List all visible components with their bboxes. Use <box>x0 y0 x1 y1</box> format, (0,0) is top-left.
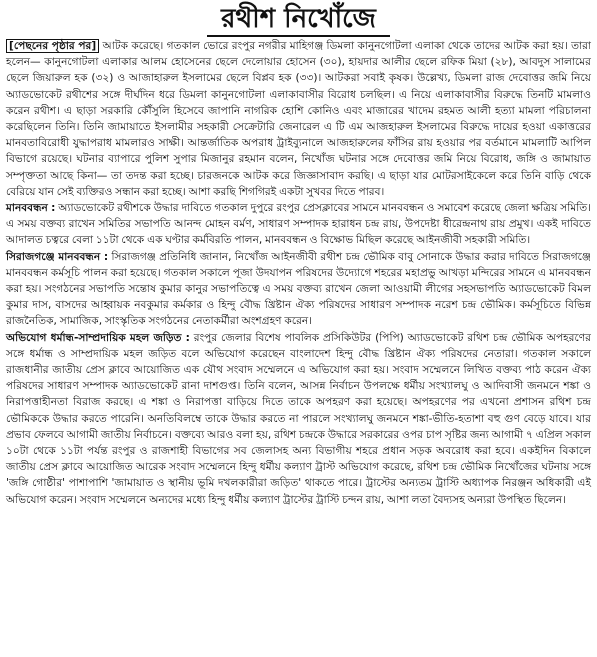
article-paragraph-sirajganj <box>6 249 591 330</box>
headline: রথীশ নিখোঁজে <box>207 4 390 37</box>
article-body <box>6 38 591 508</box>
paragraph-text: অ্যাডভোকেট রথীশকে উদ্ধার দাবিতে গতকাল দুপুরে রংপুর প্রেসক্লাবের সামনে মানববন্ধন ও সমাবেশ করেছে জেলা ক্ষত্রিয় সমিতি। এ সময় বক্তব্য রাখেন সমিতির সভাপতি আনন্দ মোহন বর্মণ, সাধারণ সম্পাদক হারাধন চন্দ্র রায়, উপদেষ্টা ধীরেন্দ্রনাথ রায় প্রমুখ। একই দাবিতে আদালত চত্বরে বেলা ১১টা থেকে এক ঘণ্টার কর্মবিরতি পালন, মানববন্ধন ও বিক্ষোভ মিছিল করেছে আইনজীবী সহকারী সমিতি। <box>6 202 591 247</box>
headline-container <box>6 0 591 38</box>
paragraph-text: আটক করেছে। গতকাল ভোরে রংপুর নগরীর মাহিগঞ্জ ডিমলা কানুনগোটলা এলাকা থেকে তাদের আটক করা হয়। তারা হলেন— কানুনগোটলা এলাকার আলম হোসেনের ছেলে দেলোয়ার হোসেন (৩০), হায়দার আলীর ছেলে রফিক মিয়া (২৮), আবদুস সালামের ছেলে জিয়ারুল হক (৩২) ও আজাহারুল ইসলামের ছেলে বিপ্লব হক (৩৩)। আটকরা সবাই কৃষক। উল্লেখ্য, ডিমলা রাজ দেবোত্তর জমি নিয়ে অ্যাডভোকেট রথীশের সঙ্গে দীর্ঘদিন ধরে ডিমলা কানুনগোটলা এলাকাবাসীর বিরোধ চলছিল। এ নিয়ে এলাকাবাসীর বিরুদ্ধে তিনটি মামলাও করেন রথীশ। এ ছাড়া সরকারি কৌঁসুলি হিসেবে জাপানি নাগরিক হোশি কোনিও এবং মাজারের খাদেম রহমত আলী হত্যা মামলা পরিচালনা করেছিলেন তিনি। তিনি জামায়াতে ইসলামীর সহকারী সেক্রেটারি জেনারেল এ টি এম আজহারুল ইসলামের বিরুদ্ধে দায়ের হওয়া একাত্তরের মানবতাবিরোধী যুদ্ধাপরাধ মামলারও সাক্ষী। আন্তর্জাতিক অপরাধ ট্রাইব্যুনালে আজহারুলের ফাঁসির রায় হওয়ার পর বর্তমানে মামলাটি আপিল বিভাগে রয়েছে। ঘটনার ব্যাপারে পুলিশ সুপার মিজানুর রহমান বলেন, নিখোঁজ ঘটনার সঙ্গে দেবোত্তর জমি নিয়ে বিরোধ, জঙ্গি ও জামায়াত সম্পৃক্ততা আছে কিনা— তা তদন্ত করা হচ্ছে। চারজনকে আটক করে জিজ্ঞাসাবাদ করছি। এ ছাড়া যার মোটরসাইকেলে করে তিনি বাড়ি থেকে বেরিয়ে যান সেই ব্যক্তিরও সন্ধান করা হচ্ছে। আশা করছি শিগগিরই একটা সুখবর দিতে পারব। <box>6 40 592 198</box>
subheading-allegation: অভিযোগ ধর্মান্ধ-সাম্প্রদায়িক মহল জড়িত : <box>6 331 190 344</box>
continued-from-marker: [পেছনের পৃষ্ঠার পর] <box>6 39 99 53</box>
article-paragraph-allegation <box>6 330 591 508</box>
article-paragraph-human-chain <box>6 200 591 249</box>
subheading-sirajganj: সিরাজগঞ্জে মানববন্ধন : <box>6 250 109 263</box>
article-paragraph-continued <box>6 38 591 200</box>
subheading-human-chain: মানববন্ধন : <box>6 202 56 215</box>
paragraph-text: সিরাজগঞ্জ প্রতিনিধি জানান, নিখোঁজ আইনজীবী রথীশ চন্দ্র ভৌমিক বাবু সোনাকে উদ্ধার করার দাবিতে সিরাজগঞ্জে মানববন্ধন কর্মসূচি পালন করা হয়েছে। গতকাল সকালে পূজা উদযাপন পরিষদের উদ্যোগে শহরের মহাপ্রভু আখড়া মন্দিরের সামনে এ মানববন্ধন করা হয়। সংগঠনের সভাপতি সন্তোষ কুমার কানুর সভাপতিত্বে এ সময় বক্তব্য রাখেন জেলা আওয়ামী লীগের সহসভাপতি অ্যাডভোকেট বিমল কুমার দাস, বাসদের আহ্বায়ক নবকুমার কর্মকার ও হিন্দু বৌদ্ধ খ্রিষ্টান ঐক্য পরিষদের সাধারণ সম্পাদক নরেশ চন্দ্র ভৌমিক। কর্মসূচিতে বিভিন্ন রাজনৈতিক, সামাজিক, সাংস্কৃতিক সংগঠনের নেতাকর্মীরা অংশগ্রহণ করেন। <box>6 250 591 328</box>
paragraph-text: রংপুর জেলার বিশেষ পাবলিক প্রসিকিউটর (পিপি) অ্যাডভোকেট রথিশ চন্দ্র ভৌমিক অপহরণের সঙ্গে ধর্মান্ধ ও সাম্প্রদায়িক মহল জড়িত বলে অভিযোগ করেছেন বাংলাদেশ হিন্দু বৌদ্ধ খ্রিষ্টান ঐক্য পরিষদের নেতারা। গতকাল সকালে রাজধানীর জাতীয় প্রেস ক্লাবে আয়োজিত এক যৌথ সংবাদ সম্মেলনে এ অভিযোগ করা হয়। সংবাদ সম্মেলনে লিখিত বক্তব্য পাঠ করেন ঐক্য পরিষদের সাধারণ সম্পাদক অ্যাডভোকেট রানা দাশগুপ্ত। তিনি বলেন, আসন্ন নির্বাচন উপলক্ষে ধর্মীয় সংখ্যালঘু ও আদিবাসী জনমনে শঙ্কা ও নিরাপত্তাহীনতা বিরাজ করছে। এ শঙ্কা ও নিরাপত্তা বাড়িয়ে দিতে তাকে অপহরণ করা হয়েছে। অপহরণের পর এখনো প্রশাসন রথিশ চন্দ্র ভৌমিককে উদ্ধার করতে পারেনি। অনতিবিলম্বে তাকে উদ্ধার করতে না পারলে সংখ্যালঘু জনমনে শঙ্কা-ভীতি-হতাশা বহু গুণ বেড়ে যাবে। যার প্রভাব ফেলবে আগামী জাতীয় নির্বাচনে। বক্তব্যে আরও বলা হয়, রথিশ চন্দ্রকে উদ্ধারে সরকারের ওপর চাপ সৃষ্টির জন্য আগামী ৭ এপ্রিল সকাল ১০টা থেকে ১১টা পর্যন্ত রংপুর ও রাজশাহী বিভাগের সব জেলাসহ অন্য বিভাগীয় শহরে প্রধান সড়ক অবরোধ করা হবে। একইদিন বিকালে জাতীয় প্রেস ক্লাবে আয়োজিত আরেক সংবাদ সম্মেলনে হিন্দু ধর্মীয় কল্যাণ ট্রাস্ট অভিযোগ করেছে, রথিশ চন্দ্র ভৌমিক নিখোঁজের ঘটনায় সঙ্গে 'জঙ্গি গোষ্ঠীর' পাশাপাশি 'জামায়াত ও স্থানীয় ভূমি দখলকারীরা জড়িত' থাকতে পারে। ট্রাস্টের অন্যতম ট্রাস্টি অধ্যাপক নিরঞ্জন অধিকারী এই অভিযোগ করেন। সংবাদ সম্মেলনে অন্যদের মধ্যে হিন্দু ধর্মীয় কল্যাণ ট্রাস্টের ট্রাস্টি চন্দন রায়, আশা লতা বৈদ্যসহ অন্যরা উপস্থিত ছিলেন। <box>6 331 591 506</box>
